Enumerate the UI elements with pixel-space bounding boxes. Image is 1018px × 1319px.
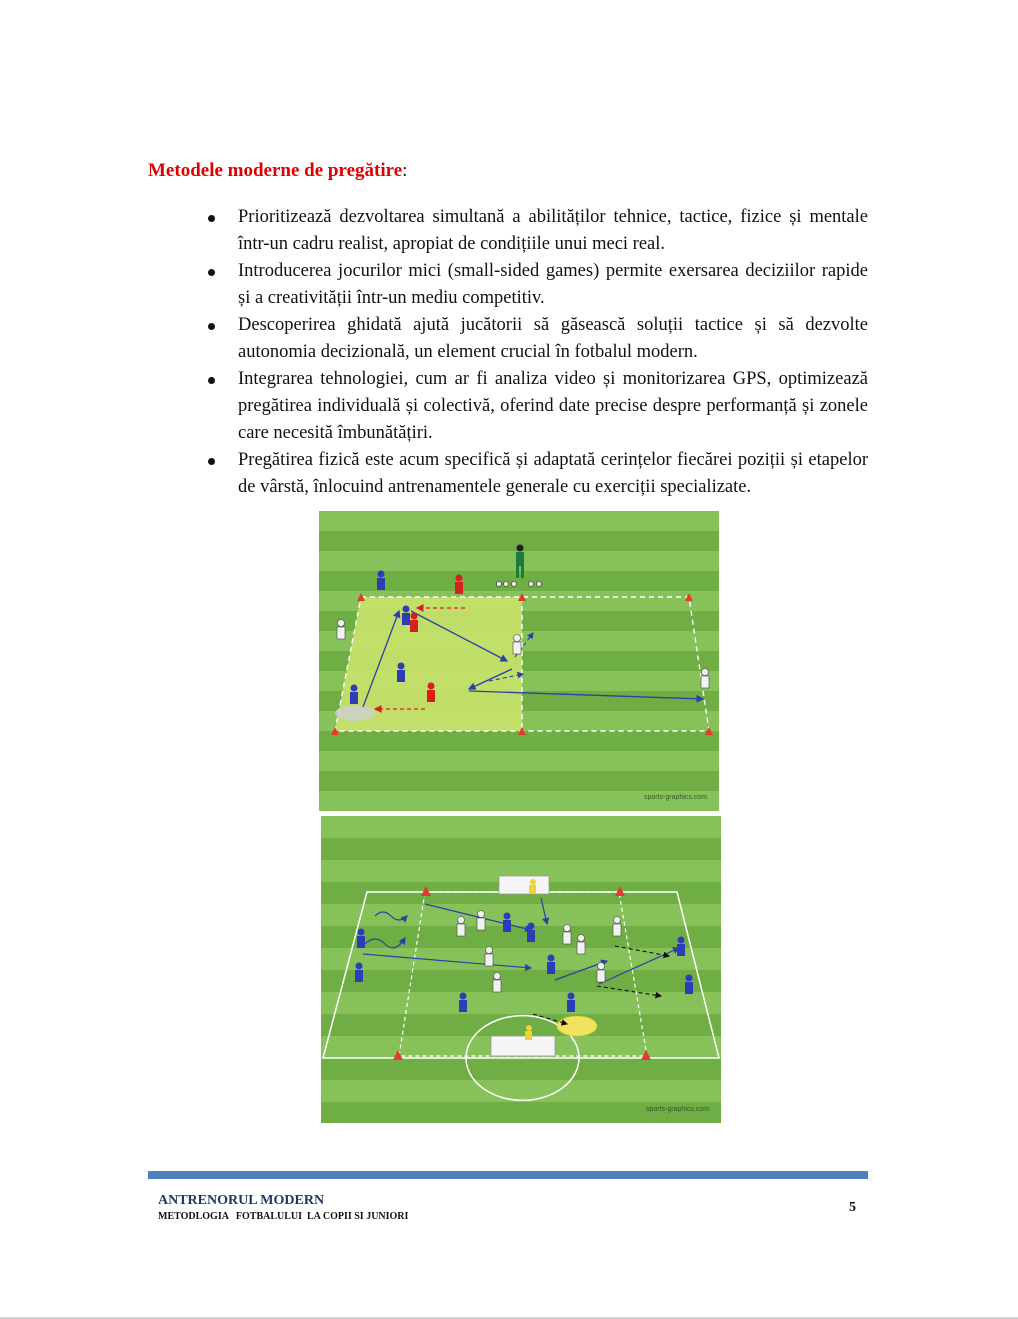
list-item-text: Pregătirea fizică este acum specifică și adaptată cerințelor fiecărei poziții și etapelor de vârstă, înlocuind antrenamentele generale cu exerciții specializate.: [238, 450, 868, 497]
list-item: [206, 366, 868, 447]
bullet-icon: [208, 377, 215, 384]
bullet-icon: [208, 458, 215, 465]
drill-diagram-game: [321, 816, 721, 1123]
image-credit: sports-graphics.com: [643, 794, 707, 801]
list-item: [206, 258, 868, 312]
image-credit: sports-graphics.com: [645, 1106, 709, 1113]
section-heading-text: Metodele moderne de pregătire: [148, 160, 403, 181]
list-item-text: Integrarea tehnologiei, cum ar fi analiza video și monitorizarea GPS, optimizează pregătirea individuală și colectivă, oferind date precise despre performanță și zonele care necesită îmbunătățiri.: [238, 369, 868, 443]
list-item-text: Prioritizează dezvoltarea simultană a abilităților tehnice, tactice, fizice și mentale într-un cadru realist, apropiat de condițiile unui meci real.: [238, 207, 868, 254]
page-number: 5: [849, 1200, 856, 1215]
list-item-text: Introducerea jocurilor mici (small-sided games) permite exersarea deciziilor rapide și a creativității într-un mediu competitiv.: [238, 261, 868, 308]
footer-title: ANTRENORUL MODERN: [158, 1193, 325, 1208]
list-item-text: Descoperirea ghidată ajută jucătorii să găsească soluții tactice și să dezvolte autonomia decizională, un element crucial în fotbalul modern.: [238, 315, 868, 362]
list-item: [206, 447, 868, 501]
drill-diagram-possession: [319, 511, 719, 811]
section-heading: [148, 160, 407, 182]
footer-divider: [148, 1171, 868, 1179]
bullet-icon: [208, 215, 215, 222]
drill-diagram-possession-graphic: [319, 511, 719, 811]
section-heading-colon: :: [402, 160, 408, 181]
list-item: [206, 204, 868, 258]
list-item: [206, 312, 868, 366]
bullet-list: [206, 204, 868, 501]
bullet-icon: [208, 269, 215, 276]
drill-diagram-game-graphic: [321, 816, 721, 1123]
footer-subtitle: METODLOGIA FOTBALULUI LA COPII SI JUNIORI: [158, 1211, 409, 1222]
bullet-icon: [208, 323, 215, 330]
